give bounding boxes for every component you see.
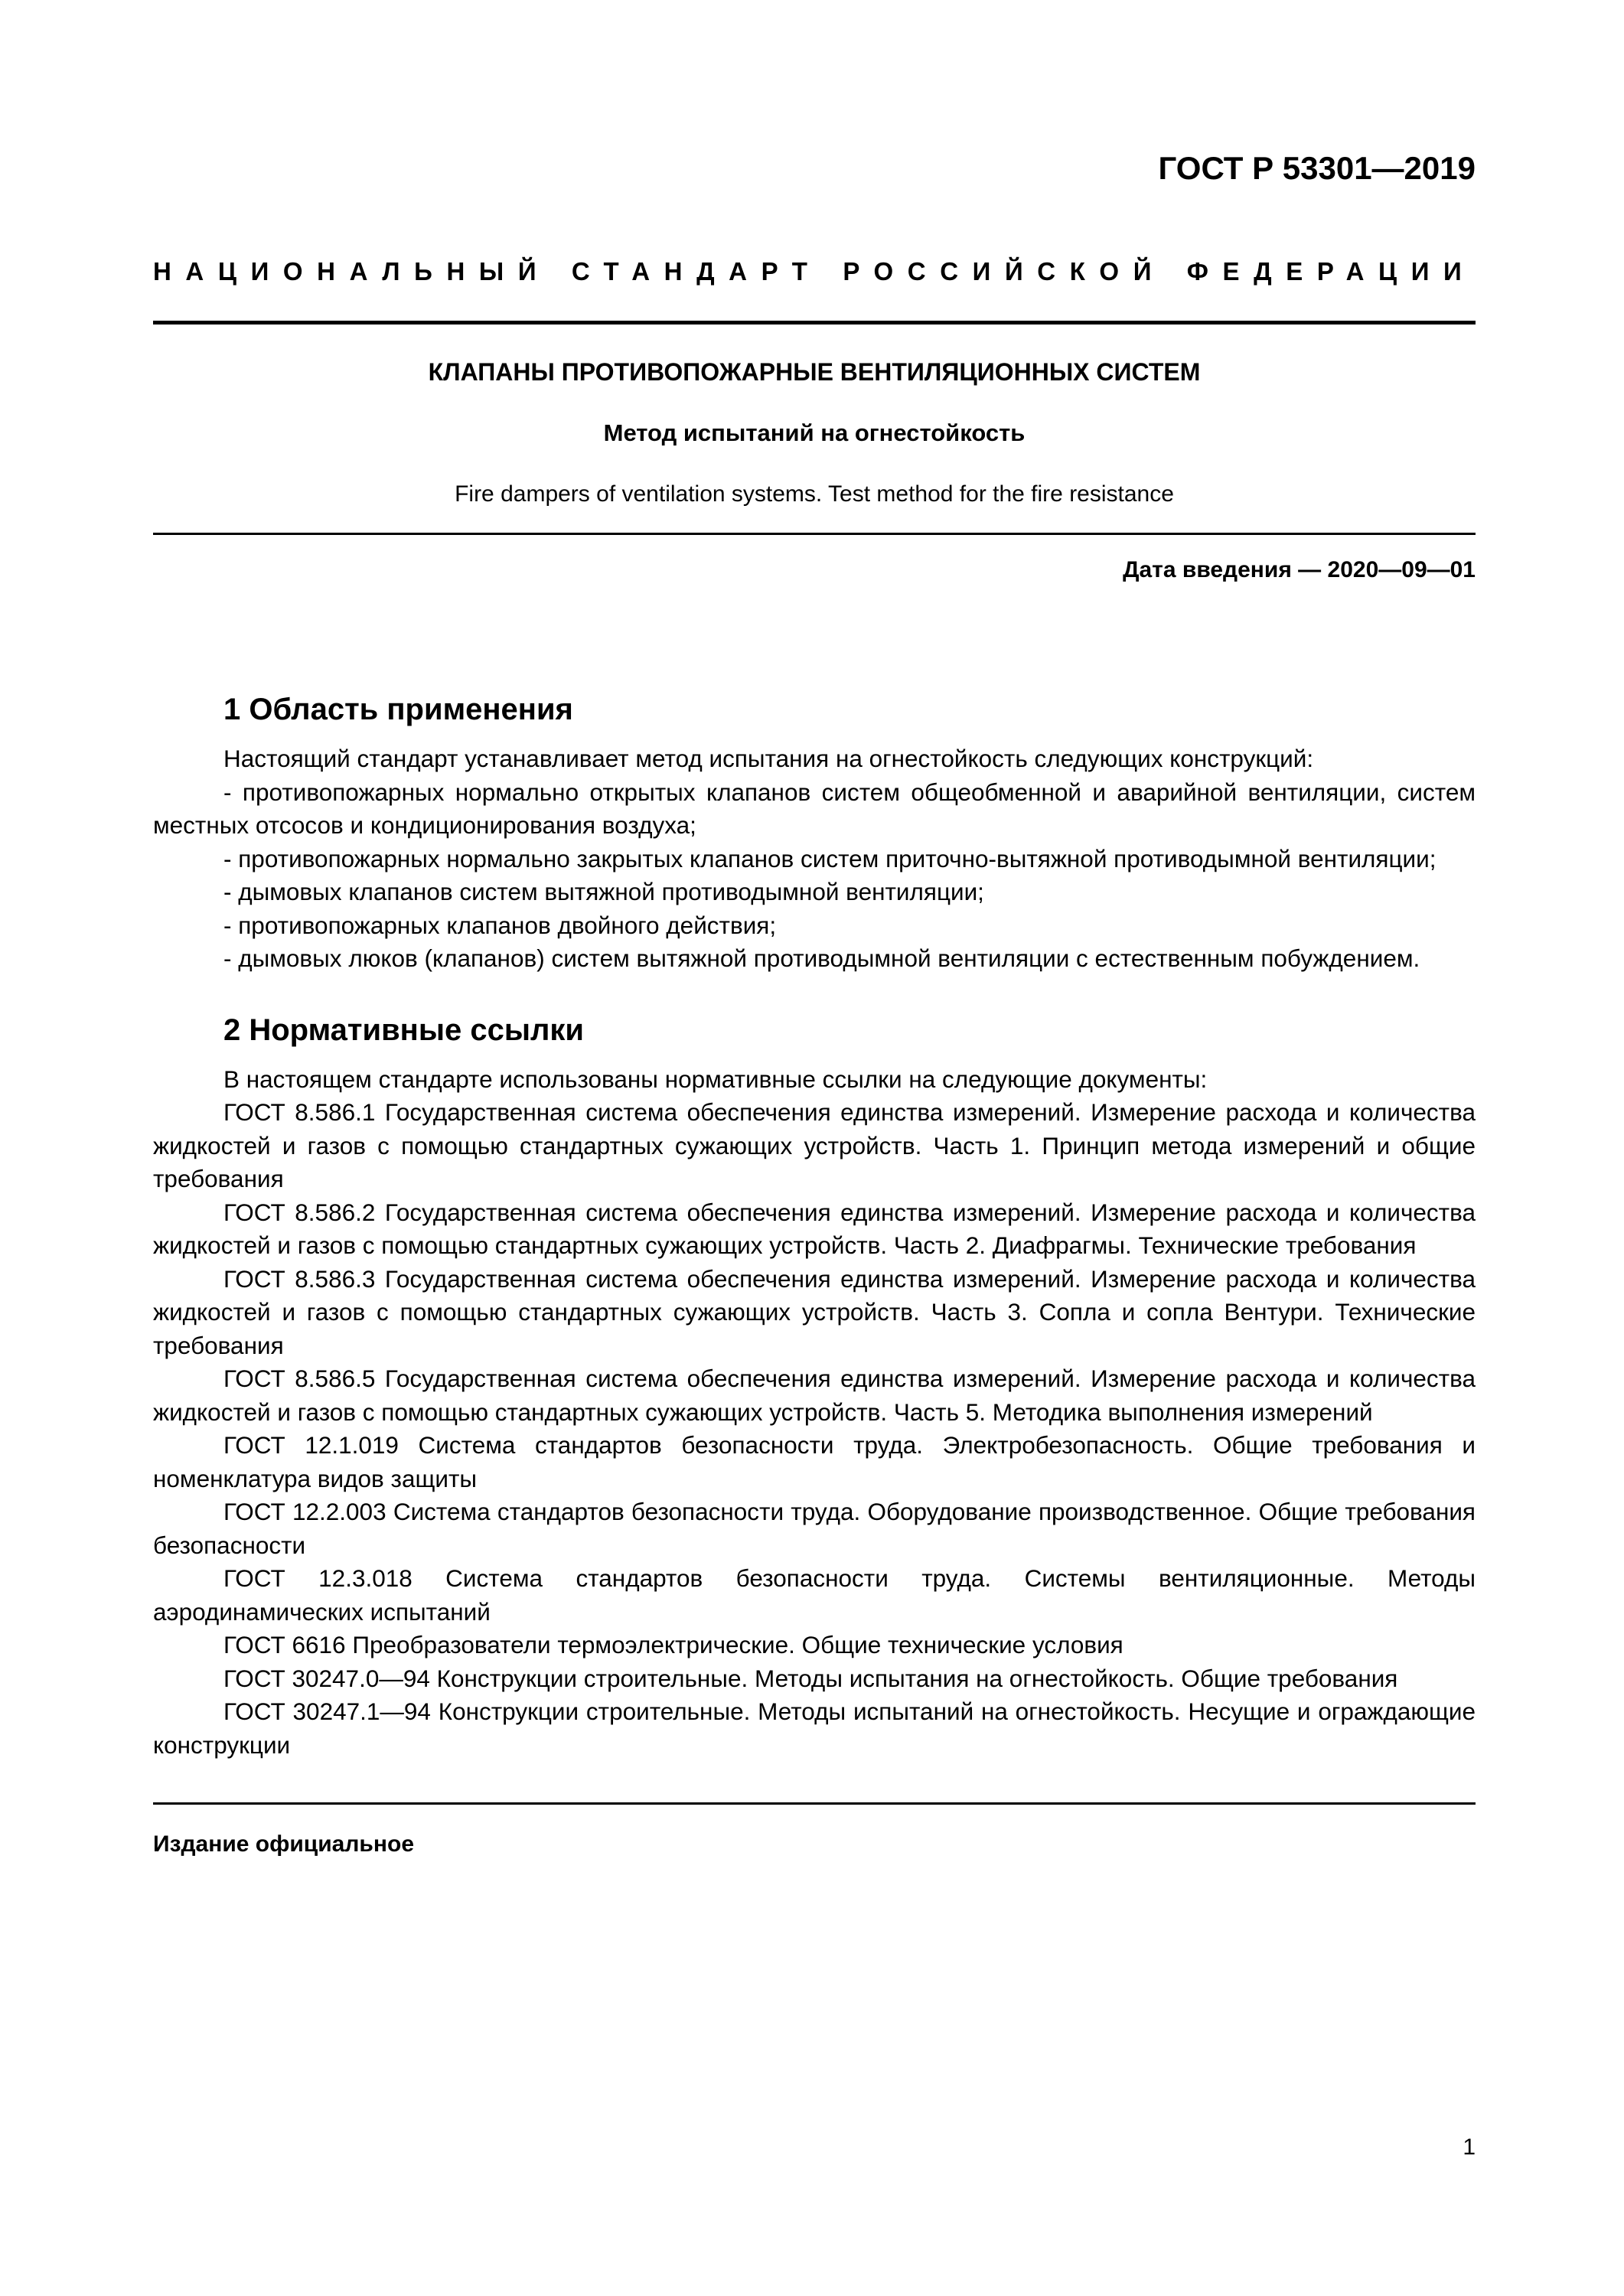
document-number: ГОСТ Р 53301—2019 — [1158, 150, 1476, 186]
section-scope-body — [153, 742, 1476, 976]
reference-item: ГОСТ 30247.1—94 Конструкции строительные. Методы испытаний на огнестойкость. Несущие и ограждающие конструкции — [153, 1698, 1476, 1759]
list-item: - противопожарных клапанов двойного действия; — [223, 911, 777, 939]
section-references-body — [153, 1063, 1476, 1763]
introduction-date: Дата введения — 2020—09—01 — [1123, 557, 1476, 582]
footer-divider — [153, 1802, 1476, 1805]
header-divider — [153, 321, 1476, 325]
document-title: КЛАПАНЫ ПРОТИВОПОЖАРНЫЕ ВЕНТИЛЯЦИОННЫХ СИСТЕМ — [428, 358, 1201, 386]
reference-item: ГОСТ 12.2.003 Система стандартов безопасности труда. Оборудование производственное. Общие требования безопасности — [153, 1498, 1476, 1559]
reference-item: ГОСТ 8.586.3 Государственная система обеспечения единства измерений. Измерение расхода и количества жидкостей и газов с помощью стандартных сужающих устройств. Часть 3. Сопла и сопла Вентури. Технические требования — [153, 1264, 1476, 1359]
paragraph: В настоящем стандарте использованы нормативные ссылки на следующие документы: — [223, 1065, 1208, 1093]
page-content — [153, 149, 1476, 1860]
reference-item: ГОСТ 30247.0—94 Конструкции строительные. Методы испытания на огнестойкость. Общие требования — [223, 1664, 1398, 1692]
section-heading-references: 2 Нормативные ссылки — [223, 1013, 585, 1047]
reference-item: ГОСТ 8.586.2 Государственная система обеспечения единства измерений. Измерение расхода и количества жидкостей и газов с помощью стандартных сужающих устройств. Часть 2. Диафрагмы. Технические требования — [153, 1198, 1476, 1259]
list-item: - противопожарных нормально открытых клапанов систем общеобменной и аварийной вентиляции, систем местных отсосов и кондиционирования воздуха; — [153, 778, 1476, 839]
reference-item: ГОСТ 6616 Преобразователи термоэлектрические. Общие технические условия — [223, 1631, 1123, 1658]
document-subtitle: Метод испытаний на огнестойкость — [603, 419, 1026, 446]
edition-label: Издание официальное — [153, 1831, 415, 1857]
reference-item: ГОСТ 8.586.1 Государственная система обеспечения единства измерений. Измерение расхода и количества жидкостей и газов с помощью стандартных сужающих устройств. Часть 1. Принцип метода измерений и общие требования — [153, 1098, 1476, 1192]
reference-item: ГОСТ 12.1.019 Система стандартов безопасности труда. Электробезопасность. Общие требования и номенклатура видов защиты — [153, 1431, 1476, 1492]
national-standard-banner: НАЦИОНАЛЬНЫЙ СТАНДАРТ РОССИЙСКОЙ ФЕДЕРАЦИИ — [153, 257, 1476, 285]
page-number: 1 — [1463, 2135, 1476, 2160]
list-item: - противопожарных нормально закрытых клапанов систем приточно-вытяжной противодымной вентиляции; — [223, 844, 1436, 872]
paragraph: Настоящий стандарт устанавливает метод испытания на огнестойкость следующих конструкций: — [223, 745, 1314, 772]
english-title: Fire dampers of ventilation systems. Test method for the fire resistance — [455, 481, 1174, 507]
section-heading-scope: 1 Область применения — [223, 693, 573, 726]
reference-item: ГОСТ 8.586.5 Государственная система обеспечения единства измерений. Измерение расхода и количества жидкостей и газов с помощью стандартных сужающих устройств. Часть 5. Методика выполнения измерений — [153, 1365, 1476, 1426]
list-item: - дымовых клапанов систем вытяжной противодымной вентиляции; — [223, 878, 984, 905]
title-divider — [153, 533, 1476, 535]
list-item: - дымовых люков (клапанов) систем вытяжной противодымной вентиляции с естественным побуждением. — [223, 944, 1420, 972]
reference-item: ГОСТ 12.3.018 Система стандартов безопасности труда. Системы вентиляционные. Методы аэродинамических испытаний — [153, 1564, 1476, 1626]
